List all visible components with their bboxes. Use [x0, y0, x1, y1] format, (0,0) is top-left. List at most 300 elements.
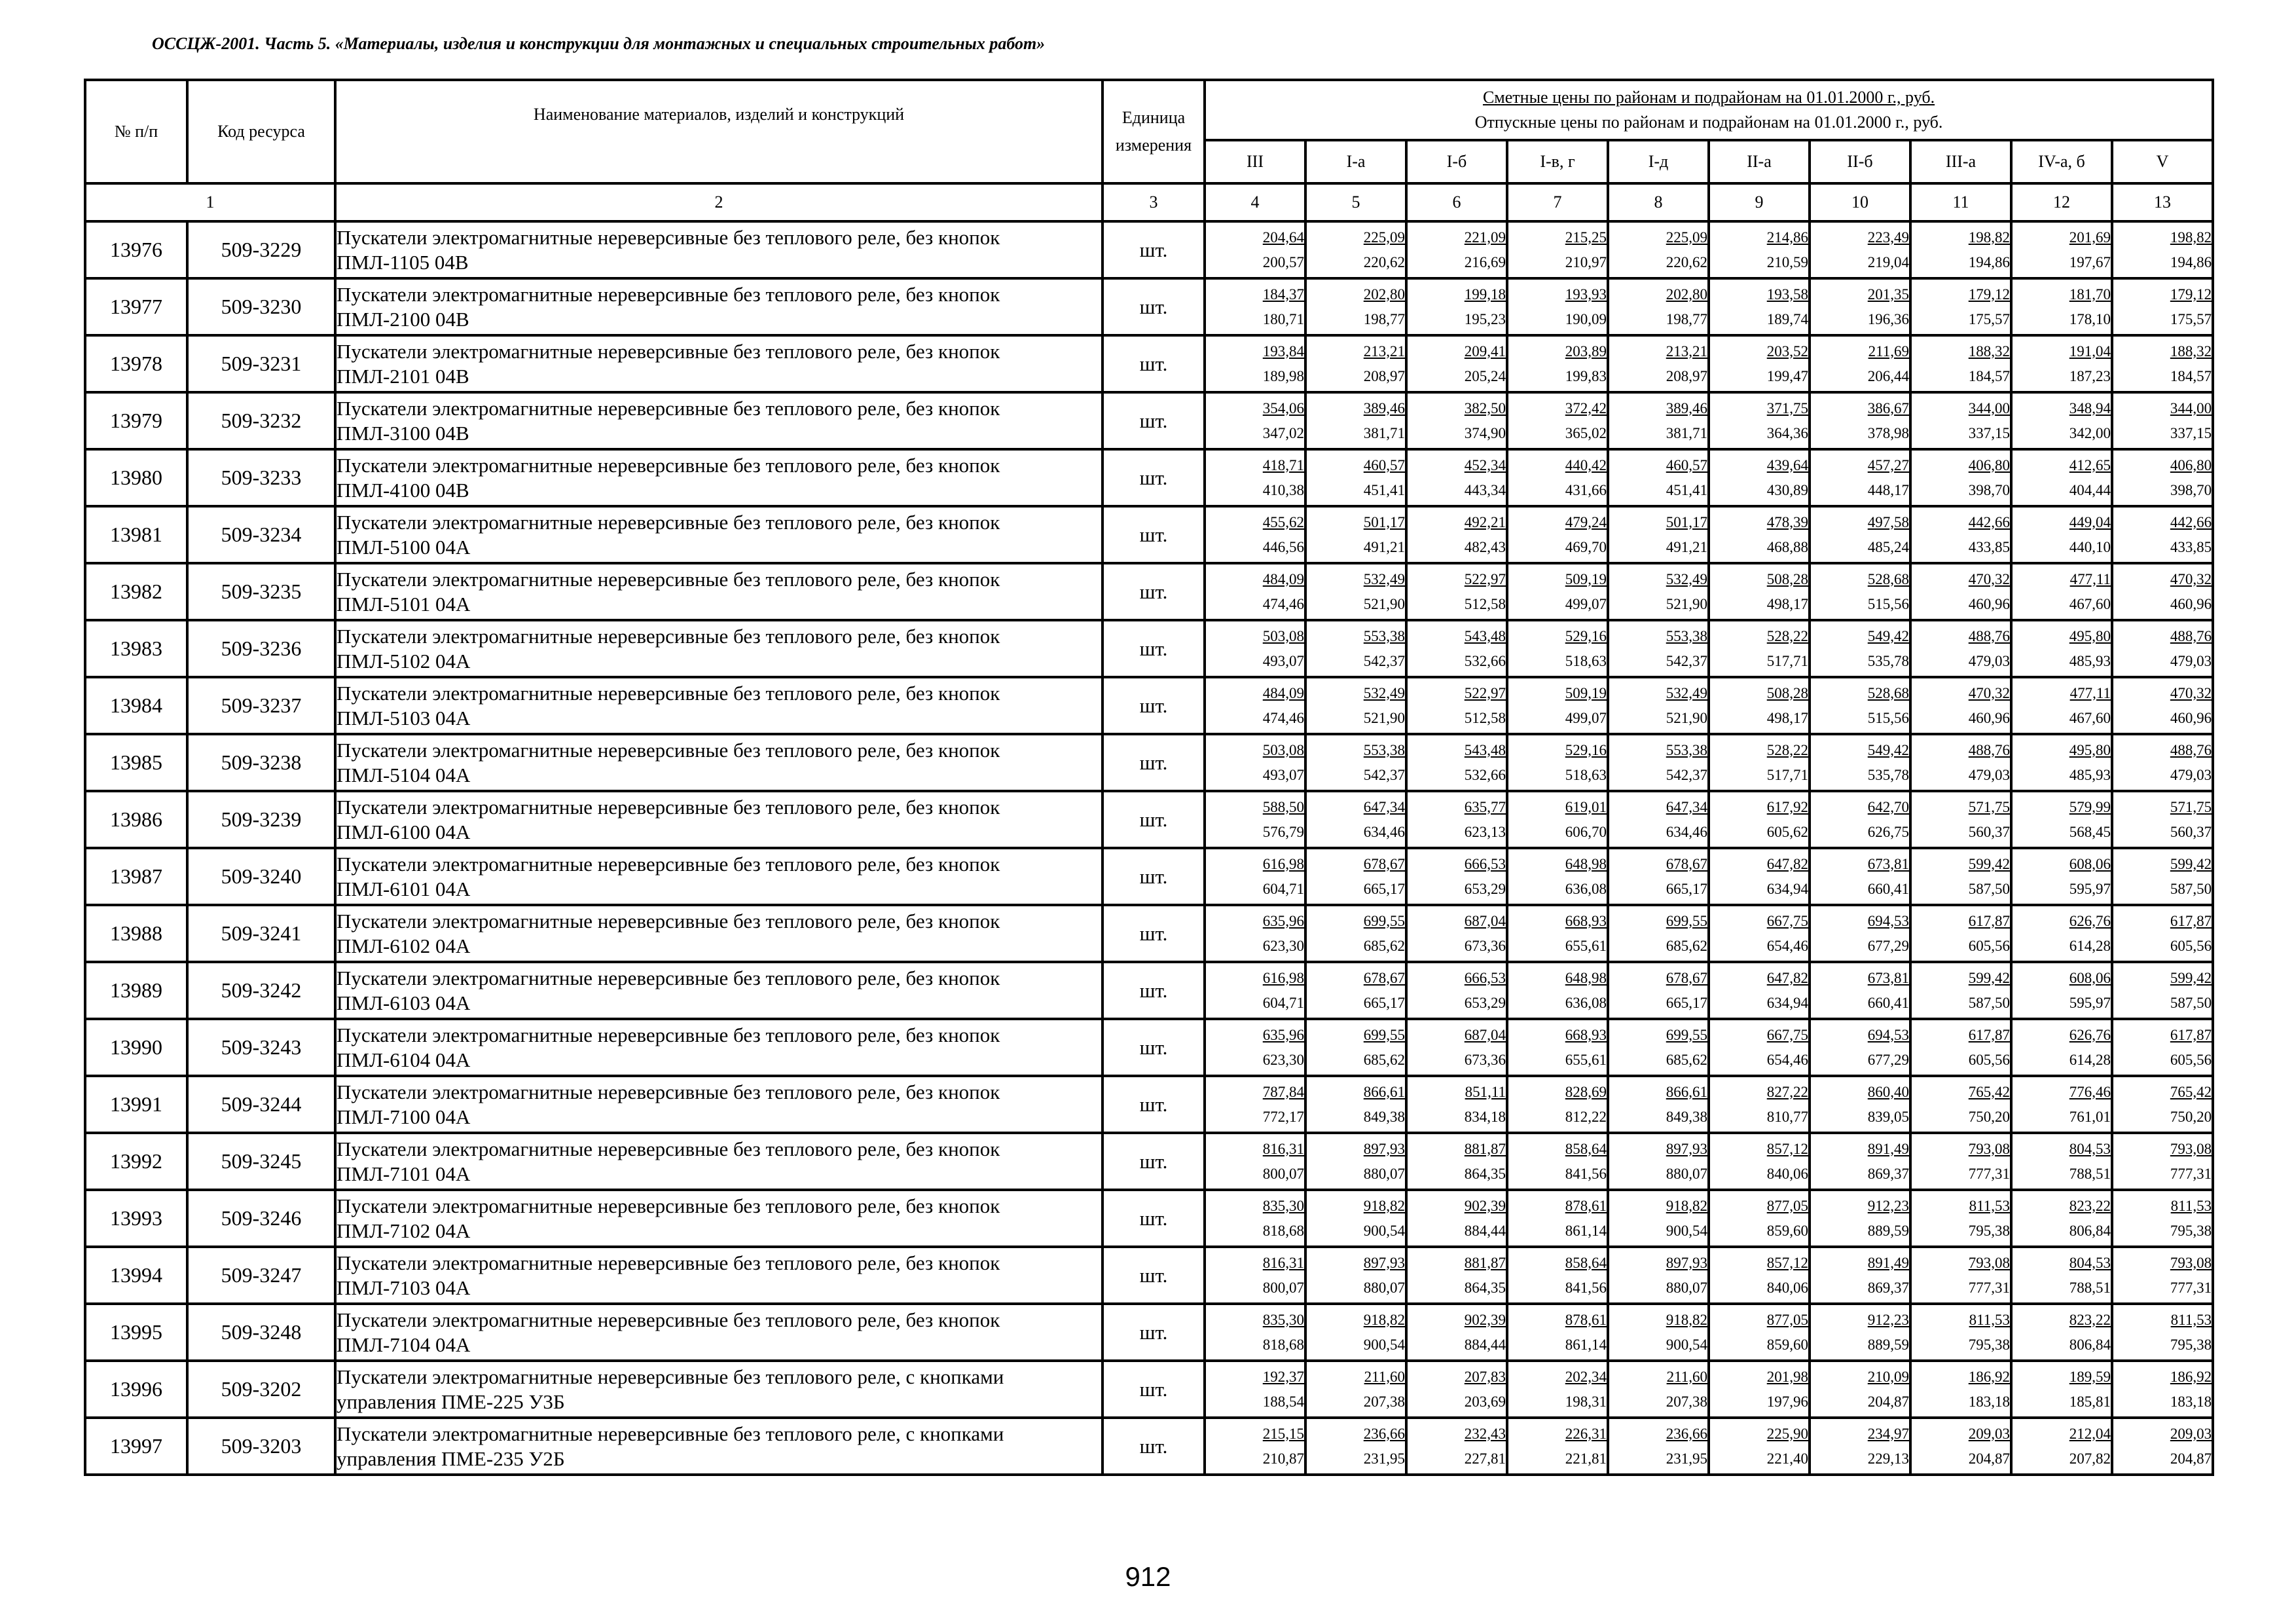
- release-price: 398,70: [1968, 481, 2010, 498]
- unit-cell: шт.: [1102, 278, 1205, 335]
- release-price: 750,20: [1968, 1108, 2010, 1125]
- material-name-line: Пускатели электромагнитные нереверсивные без теплового реле, без кнопок: [337, 1251, 1000, 1274]
- price-cell: [1709, 1076, 1810, 1133]
- price-cell: [1810, 1076, 1910, 1133]
- release-price: 204,87: [1968, 1450, 2010, 1467]
- price-cell: [1205, 221, 1305, 278]
- estimate-price: 186,92: [1968, 1368, 2010, 1385]
- estimate-price: 626,76: [2069, 1026, 2111, 1043]
- material-name-line: Пускатели электромагнитные нереверсивные без теплового реле, без кнопок: [337, 1308, 1000, 1331]
- estimate-price: 635,96: [1262, 912, 1304, 929]
- price-cell: [1910, 1361, 2011, 1418]
- row-number: 13995: [85, 1304, 187, 1361]
- resource-code: 509-3237: [187, 677, 335, 734]
- estimate-price: 647,82: [1766, 969, 1808, 986]
- col-header-unit: Единица измерения: [1102, 80, 1205, 183]
- release-price: 605,56: [2170, 1051, 2212, 1068]
- release-price: 469,70: [1565, 538, 1607, 555]
- estimate-price: 617,87: [1968, 1026, 2010, 1043]
- estimate-price: 449,04: [2069, 513, 2111, 530]
- material-name: [335, 1304, 1102, 1361]
- release-price: 587,50: [2170, 880, 2212, 897]
- price-cell: [1507, 392, 1608, 449]
- price-cell: [1608, 1361, 1709, 1418]
- price-cell: [1810, 791, 1910, 848]
- release-price: 460,96: [1968, 595, 2010, 612]
- release-price: 521,90: [1666, 595, 1707, 612]
- estimate-price: 616,98: [1262, 969, 1304, 986]
- price-cell: [1709, 1304, 1810, 1361]
- table-row: [85, 506, 2213, 563]
- material-name: [335, 620, 1102, 677]
- price-cell: [1709, 791, 1810, 848]
- price-cell: [1810, 962, 1910, 1019]
- price-cell: [1406, 1418, 1507, 1475]
- price-cell: [1305, 791, 1406, 848]
- price-cell: [1406, 335, 1507, 392]
- release-price: 194,86: [2170, 253, 2212, 270]
- material-name-line: Пускатели электромагнитные нереверсивные без теплового реле, без кнопок: [337, 681, 1000, 705]
- release-price: 777,31: [1968, 1165, 2010, 1182]
- price-cell: [1406, 962, 1507, 1019]
- estimate-price: 827,22: [1766, 1083, 1808, 1100]
- release-price: 654,46: [1766, 937, 1808, 954]
- estimate-price: 193,58: [1766, 286, 1808, 303]
- estimate-price: 668,93: [1565, 1026, 1607, 1043]
- estimate-price: 455,62: [1262, 513, 1304, 530]
- price-cell: [1305, 1361, 1406, 1418]
- page-number: 912: [1125, 1561, 1171, 1592]
- release-price: 499,07: [1565, 709, 1607, 726]
- release-price: 777,31: [2170, 1279, 2212, 1296]
- price-cell: [1205, 335, 1305, 392]
- estimate-price: 667,75: [1766, 912, 1808, 929]
- price-cell: [1810, 1133, 1910, 1190]
- material-name: [335, 962, 1102, 1019]
- release-price: 460,96: [2170, 595, 2212, 612]
- price-cell: [1709, 848, 1810, 905]
- material-name: [335, 335, 1102, 392]
- estimate-price: 204,64: [1262, 229, 1304, 246]
- material-model: ПМЛ-6100 04А: [337, 820, 471, 843]
- material-name: [335, 278, 1102, 335]
- estimate-price: 694,53: [1867, 1026, 1909, 1043]
- prices-release-title: Отпускные цены по районам и подрайонам на 01.01.2000 г., руб.: [1474, 113, 1943, 132]
- estimate-price: 891,49: [1867, 1140, 1909, 1157]
- release-price: 869,37: [1867, 1279, 1909, 1296]
- price-cell: [1810, 335, 1910, 392]
- release-price: 810,77: [1766, 1108, 1808, 1125]
- price-cell: [1810, 1247, 1910, 1304]
- release-price: 900,54: [1666, 1336, 1707, 1353]
- release-price: 880,07: [1363, 1279, 1405, 1296]
- resource-code: 509-3242: [187, 962, 335, 1019]
- price-cell: [1608, 278, 1709, 335]
- release-price: 900,54: [1363, 1222, 1405, 1239]
- release-price: 685,62: [1363, 937, 1405, 954]
- estimate-price: 213,21: [1666, 342, 1707, 360]
- release-price: 231,95: [1363, 1450, 1405, 1467]
- price-cell: [1205, 1418, 1305, 1475]
- price-cell: [1709, 1361, 1810, 1418]
- release-price: 660,41: [1867, 880, 1909, 897]
- price-cell: [1709, 1133, 1810, 1190]
- estimate-price: 553,38: [1666, 627, 1707, 644]
- price-cell: [2112, 734, 2213, 791]
- release-price: 587,50: [1968, 994, 2010, 1011]
- price-cell: [1608, 677, 1709, 734]
- price-cell: [1910, 677, 2011, 734]
- estimate-price: 823,22: [2069, 1311, 2111, 1328]
- estimate-price: 203,52: [1766, 342, 1808, 360]
- release-price: 482,43: [1464, 538, 1506, 555]
- estimate-price: 811,53: [2170, 1197, 2212, 1214]
- price-cell: [1709, 506, 1810, 563]
- price-cell: [1507, 506, 1608, 563]
- release-price: 467,60: [2069, 595, 2111, 612]
- release-price: 448,17: [1867, 481, 1909, 498]
- price-cell: [1709, 734, 1810, 791]
- estimate-price: 599,42: [2170, 855, 2212, 872]
- price-cell: [2011, 848, 2112, 905]
- estimate-price: 857,12: [1766, 1140, 1808, 1157]
- release-price: 203,69: [1464, 1393, 1506, 1410]
- price-cell: [2112, 221, 2213, 278]
- estimate-price: 221,09: [1464, 229, 1506, 246]
- material-model: ПМЛ-6103 04А: [337, 991, 471, 1014]
- price-cell: [1507, 563, 1608, 620]
- estimate-price: 501,17: [1363, 513, 1405, 530]
- estimate-price: 549,42: [1867, 741, 1909, 758]
- unit-cell: шт.: [1102, 335, 1205, 392]
- material-model: ПМЛ-7103 04А: [337, 1276, 471, 1299]
- price-cell: [1507, 905, 1608, 962]
- release-price: 806,84: [2069, 1222, 2111, 1239]
- price-cell: [2112, 1076, 2213, 1133]
- row-number: 13980: [85, 449, 187, 506]
- material-name-line: Пускатели электромагнитные нереверсивные без теплового реле, без кнопок: [337, 624, 1000, 648]
- unit-cell: шт.: [1102, 905, 1205, 962]
- estimate-price: 479,24: [1565, 513, 1607, 530]
- estimate-price: 553,38: [1363, 741, 1405, 758]
- release-price: 443,34: [1464, 481, 1506, 498]
- estimate-price: 215,15: [1262, 1425, 1304, 1442]
- release-price: 479,03: [1968, 652, 2010, 669]
- release-price: 859,60: [1766, 1222, 1808, 1239]
- price-cell: [1608, 449, 1709, 506]
- material-name-line: Пускатели электромагнитные нереверсивные без теплового реле, без кнопок: [337, 225, 1000, 249]
- region-header: I-б: [1406, 140, 1507, 183]
- prices-group-header: [1205, 80, 2213, 140]
- estimate-price: 678,67: [1666, 969, 1707, 986]
- release-price: 221,40: [1766, 1450, 1808, 1467]
- estimate-price: 470,32: [2170, 684, 2212, 701]
- estimate-price: 553,38: [1666, 741, 1707, 758]
- estimate-price: 213,21: [1363, 342, 1405, 360]
- material-name-line: Пускатели электромагнитные нереверсивные без теплового реле, без кнопок: [337, 339, 1000, 363]
- resource-code: 509-3233: [187, 449, 335, 506]
- estimate-price: 412,65: [2069, 456, 2111, 473]
- material-name: [335, 1418, 1102, 1475]
- release-price: 542,37: [1666, 766, 1707, 783]
- price-cell: [2112, 848, 2213, 905]
- price-cell: [1810, 392, 1910, 449]
- table-row: [85, 734, 2213, 791]
- estimate-price: 635,96: [1262, 1026, 1304, 1043]
- price-cell: [2011, 791, 2112, 848]
- price-cell: [2112, 506, 2213, 563]
- release-price: 207,82: [2069, 1450, 2111, 1467]
- price-cell: [1810, 905, 1910, 962]
- price-cell: [1608, 221, 1709, 278]
- release-price: 795,38: [2170, 1222, 2212, 1239]
- estimate-price: 666,53: [1464, 969, 1506, 986]
- estimate-price: 406,80: [2170, 456, 2212, 473]
- estimate-price: 823,22: [2069, 1197, 2111, 1214]
- price-cell: [1205, 791, 1305, 848]
- estimate-price: 626,76: [2069, 912, 2111, 929]
- release-price: 880,07: [1666, 1165, 1707, 1182]
- material-name-line: Пускатели электромагнитные нереверсивные без теплового реле, без кнопок: [337, 909, 1000, 932]
- table-row: [85, 791, 2213, 848]
- release-price: 196,36: [1867, 310, 1909, 327]
- estimate-price: 492,21: [1464, 513, 1506, 530]
- estimate-price: 608,06: [2069, 969, 2111, 986]
- estimate-price: 389,46: [1363, 399, 1405, 416]
- material-name-line: Пускатели электромагнитные нереверсивные без теплового реле, без кнопок: [337, 738, 1000, 762]
- price-cell: [1305, 734, 1406, 791]
- release-price: 532,66: [1464, 766, 1506, 783]
- price-cell: [1810, 1418, 1910, 1475]
- material-name: [335, 221, 1102, 278]
- estimate-price: 211,60: [1666, 1368, 1707, 1385]
- row-number: 13979: [85, 392, 187, 449]
- resource-code: 509-3247: [187, 1247, 335, 1304]
- estimate-price: 647,82: [1766, 855, 1808, 872]
- price-cell: [1810, 563, 1910, 620]
- price-cell: [1205, 1133, 1305, 1190]
- table-row: [85, 1304, 2213, 1361]
- estimate-price: 579,99: [2069, 798, 2111, 815]
- estimate-price: 860,40: [1867, 1083, 1909, 1100]
- material-model: ПМЛ-2101 04В: [337, 364, 469, 388]
- release-price: 364,36: [1766, 424, 1808, 441]
- price-cell: [1910, 1190, 2011, 1247]
- release-price: 180,71: [1262, 310, 1304, 327]
- estimate-price: 484,09: [1262, 684, 1304, 701]
- release-price: 849,38: [1363, 1108, 1405, 1125]
- price-cell: [1910, 1076, 2011, 1133]
- release-price: 880,07: [1363, 1165, 1405, 1182]
- release-price: 512,58: [1464, 709, 1506, 726]
- row-number: 13977: [85, 278, 187, 335]
- row-number: 13982: [85, 563, 187, 620]
- release-price: 433,85: [2170, 538, 2212, 555]
- unit-cell: шт.: [1102, 1418, 1205, 1475]
- material-name-line: Пускатели электромагнитные нереверсивные без теплового реле, без кнопок: [337, 1080, 1000, 1103]
- estimate-price: 460,57: [1363, 456, 1405, 473]
- release-price: 864,35: [1464, 1165, 1506, 1182]
- price-cell: [2011, 563, 2112, 620]
- unit-cell: шт.: [1102, 563, 1205, 620]
- resource-code: 509-3236: [187, 620, 335, 677]
- col-header-name: Наименование материалов, изделий и конструкций: [335, 80, 1102, 183]
- release-price: 518,63: [1565, 766, 1607, 783]
- row-number: 13984: [85, 677, 187, 734]
- estimate-price: 382,50: [1464, 399, 1506, 416]
- column-number: 9: [1709, 183, 1810, 221]
- resource-code: 509-3234: [187, 506, 335, 563]
- price-cell: [1205, 278, 1305, 335]
- release-price: 560,37: [1968, 823, 2010, 840]
- estimate-price: 902,39: [1464, 1311, 1506, 1328]
- price-cell: [1910, 278, 2011, 335]
- release-price: 184,57: [2170, 367, 2212, 384]
- release-price: 451,41: [1363, 481, 1405, 498]
- unit-cell: шт.: [1102, 1019, 1205, 1076]
- release-price: 521,90: [1666, 709, 1707, 726]
- price-cell: [1910, 449, 2011, 506]
- estimate-price: 202,80: [1363, 286, 1405, 303]
- release-price: 378,98: [1867, 424, 1909, 441]
- release-price: 199,83: [1565, 367, 1607, 384]
- estimate-price: 804,53: [2069, 1254, 2111, 1271]
- price-cell: [1507, 1361, 1608, 1418]
- release-price: 517,71: [1766, 652, 1808, 669]
- release-price: 433,85: [1968, 538, 2010, 555]
- estimate-price: 912,23: [1867, 1197, 1909, 1214]
- release-price: 884,44: [1464, 1336, 1506, 1353]
- release-price: 818,68: [1262, 1222, 1304, 1239]
- price-cell: [1709, 1247, 1810, 1304]
- price-cell: [1406, 848, 1507, 905]
- material-name: [335, 791, 1102, 848]
- estimate-price: 648,98: [1565, 855, 1607, 872]
- price-cell: [2011, 392, 2112, 449]
- release-price: 460,96: [2170, 709, 2212, 726]
- estimate-price: 477,11: [2069, 684, 2111, 701]
- estimate-price: 503,08: [1262, 741, 1304, 758]
- estimate-price: 193,84: [1262, 342, 1304, 360]
- release-price: 221,81: [1565, 1450, 1607, 1467]
- estimate-price: 236,66: [1666, 1425, 1707, 1442]
- row-number: 13978: [85, 335, 187, 392]
- price-cell: [2112, 449, 2213, 506]
- price-cell: [1709, 1190, 1810, 1247]
- estimate-price: 202,34: [1565, 1368, 1607, 1385]
- price-cell: [1406, 1304, 1507, 1361]
- estimate-price: 528,22: [1766, 741, 1808, 758]
- price-cell: [1305, 620, 1406, 677]
- material-model: ПМЛ-5100 04А: [337, 535, 471, 559]
- release-price: 654,46: [1766, 1051, 1808, 1068]
- estimate-price: 186,92: [2170, 1368, 2212, 1385]
- release-price: 576,79: [1262, 823, 1304, 840]
- resource-code: 509-3240: [187, 848, 335, 905]
- price-cell: [1810, 278, 1910, 335]
- price-cell: [1608, 962, 1709, 1019]
- release-price: 841,56: [1565, 1279, 1607, 1296]
- release-price: 772,17: [1262, 1108, 1304, 1125]
- column-number: 13: [2112, 183, 2213, 221]
- release-price: 795,38: [1968, 1336, 2010, 1353]
- price-cell: [1406, 1133, 1507, 1190]
- material-model: ПМЛ-7101 04А: [337, 1162, 471, 1185]
- release-price: 889,59: [1867, 1336, 1909, 1353]
- price-cell: [1305, 563, 1406, 620]
- release-price: 498,17: [1766, 595, 1808, 612]
- price-cell: [1608, 1304, 1709, 1361]
- price-cell: [1406, 1190, 1507, 1247]
- release-price: 614,28: [2069, 1051, 2111, 1068]
- release-price: 431,66: [1565, 481, 1607, 498]
- estimate-price: 214,86: [1766, 229, 1808, 246]
- price-cell: [1205, 506, 1305, 563]
- estimate-price: 529,16: [1565, 627, 1607, 644]
- release-price: 812,22: [1565, 1108, 1607, 1125]
- estimate-price: 442,66: [1968, 513, 2010, 530]
- material-model: управления ПМЕ-225 У3Б: [337, 1390, 565, 1413]
- release-price: 521,90: [1363, 709, 1405, 726]
- estimate-price: 678,67: [1666, 855, 1707, 872]
- estimate-price: 532,49: [1363, 684, 1405, 701]
- price-cell: [1810, 848, 1910, 905]
- estimate-price: 811,53: [1969, 1197, 2010, 1214]
- release-price: 777,31: [2170, 1165, 2212, 1182]
- price-cell: [2112, 563, 2213, 620]
- release-price: 210,97: [1565, 253, 1607, 270]
- material-model: ПМЛ-6101 04А: [337, 877, 471, 900]
- release-price: 430,89: [1766, 481, 1808, 498]
- price-cell: [1608, 1076, 1709, 1133]
- release-price: 479,03: [1968, 766, 2010, 783]
- price-cell: [1406, 791, 1507, 848]
- price-cell: [1709, 563, 1810, 620]
- table-row: [85, 392, 2213, 449]
- price-cell: [1507, 1076, 1608, 1133]
- row-number: 13981: [85, 506, 187, 563]
- estimate-price: 549,42: [1867, 627, 1909, 644]
- material-name-line: Пускатели электромагнитные нереверсивные без теплового реле, без кнопок: [337, 966, 1000, 989]
- release-price: 337,15: [2170, 424, 2212, 441]
- price-cell: [1205, 848, 1305, 905]
- region-header: I-д: [1608, 140, 1709, 183]
- price-cell: [1507, 335, 1608, 392]
- estimate-price: 667,75: [1766, 1026, 1808, 1043]
- release-price: 542,37: [1363, 652, 1405, 669]
- estimate-price: 835,30: [1262, 1197, 1304, 1214]
- release-price: 834,18: [1464, 1108, 1506, 1125]
- price-cell: [1910, 1418, 2011, 1475]
- estimate-price: 878,61: [1565, 1197, 1607, 1214]
- price-cell: [1709, 905, 1810, 962]
- estimate-price: 501,17: [1666, 513, 1707, 530]
- material-name-line: Пускатели электромагнитные нереверсивные без теплового реле, без кнопок: [337, 510, 1000, 534]
- price-cell: [1910, 962, 2011, 1019]
- release-price: 220,62: [1363, 253, 1405, 270]
- release-price: 623,30: [1262, 1051, 1304, 1068]
- material-name: [335, 1190, 1102, 1247]
- estimate-price: 673,81: [1867, 969, 1909, 986]
- region-header: II-а: [1709, 140, 1810, 183]
- release-price: 605,56: [1968, 1051, 2010, 1068]
- estimate-price: 857,12: [1766, 1254, 1808, 1271]
- estimate-price: 532,49: [1666, 570, 1707, 587]
- unit-cell: шт.: [1102, 962, 1205, 1019]
- release-price: 184,57: [1968, 367, 2010, 384]
- estimate-price: 532,49: [1666, 684, 1707, 701]
- estimate-price: 877,05: [1766, 1197, 1808, 1214]
